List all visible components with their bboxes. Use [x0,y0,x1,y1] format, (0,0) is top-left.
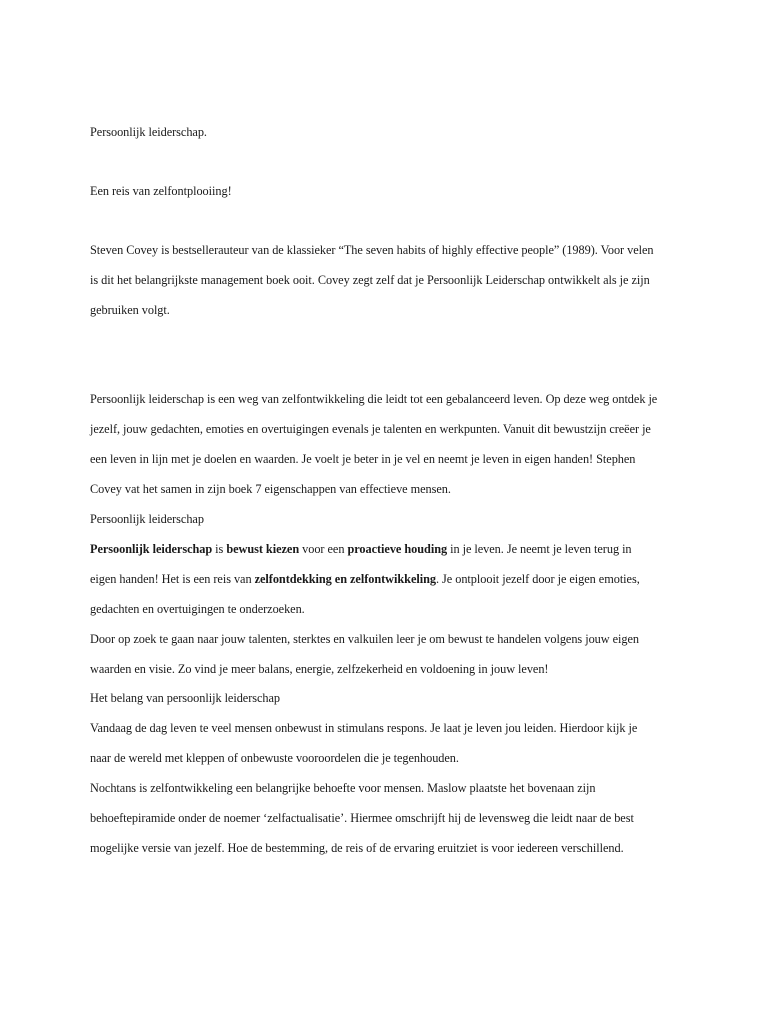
text-run: voor een [299,542,348,556]
section-heading: Het belang van persoonlijk leiderschap [90,691,281,705]
paragraph-line: Nochtans is zelfontwikkeling een belangrijke behoefte voor mensen. Maslow plaatste het bovenaan zijn [90,781,596,795]
paragraph-line: een leven in lijn met je doelen en waarden. Je voelt je beter in je vel en neemt je leven in eigen handen! Stephen [90,452,636,466]
bold-phrase: Persoonlijk leiderschap [90,542,213,556]
text-run: . Je ontplooit jezelf door je eigen emoties, [436,572,640,586]
bold-phrase: proactieve houding [347,542,448,556]
paragraph-line: Persoonlijk leiderschap is een weg van zelfontwikkeling die leidt tot een gebalanceerd leven. Op deze weg ontdek je [90,392,658,406]
text-run: eigen handen! Het is een reis van [90,572,255,586]
text-run: is [212,542,227,556]
document-page [90,0,670,1024]
paragraph-line: mogelijke versie van jezelf. Hoe de bestemming, de reis of de ervaring eruitziet is voor iedereen verschillend. [90,841,624,855]
paragraph-line: behoeftepiramide onder de noemer ‘zelfactualisatie’. Hiermee omschrijft hij de levensweg die leidt naar de best [90,811,634,825]
paragraph-line [90,571,640,587]
document-title: Persoonlijk leiderschap. [90,125,207,139]
paragraph-line [90,541,632,557]
paragraph-line: Vandaag de dag leven te veel mensen onbewust in stimulans respons. Je laat je leven jou leiden. Hierdoor kijk je [90,721,638,735]
document-subtitle: Een reis van zelfontplooiing! [90,184,232,198]
intro-line: gebruiken volgt. [90,303,170,317]
paragraph-line: Covey vat het samen in zijn boek 7 eigenschappen van effectieve mensen. [90,482,451,496]
paragraph-line: jezelf, jouw gedachten, emoties en overtuigingen evenals je talenten en werkpunten. Vanuit dit bewustzijn creëer je [90,422,651,436]
section-heading: Persoonlijk leiderschap [90,512,204,526]
paragraph-line: gedachten en overtuigingen te onderzoeken. [90,602,305,616]
intro-line: is dit het belangrijkste management boek ooit. Covey zegt zelf dat je Persoonlijk Leiderschap ontwikkelt als je zijn [90,273,650,287]
intro-line: Steven Covey is bestsellerauteur van de klassieker “The seven habits of highly effective people” (1989). Voor velen [90,243,654,257]
paragraph-line: Door op zoek te gaan naar jouw talenten, sterktes en valkuilen leer je om bewust te handelen volgens jouw eigen [90,632,639,646]
paragraph-line: waarden en visie. Zo vind je meer balans, energie, zelfzekerheid en voldoening in jouw leven! [90,662,549,676]
text-run: in je leven. Je neemt je leven terug in [447,542,632,556]
bold-phrase: bewust kiezen [226,542,300,556]
bold-phrase: zelfontdekking en zelfontwikkeling [254,572,436,586]
paragraph-line: naar de wereld met kleppen of onbewuste vooroordelen die je tegenhouden. [90,751,459,765]
